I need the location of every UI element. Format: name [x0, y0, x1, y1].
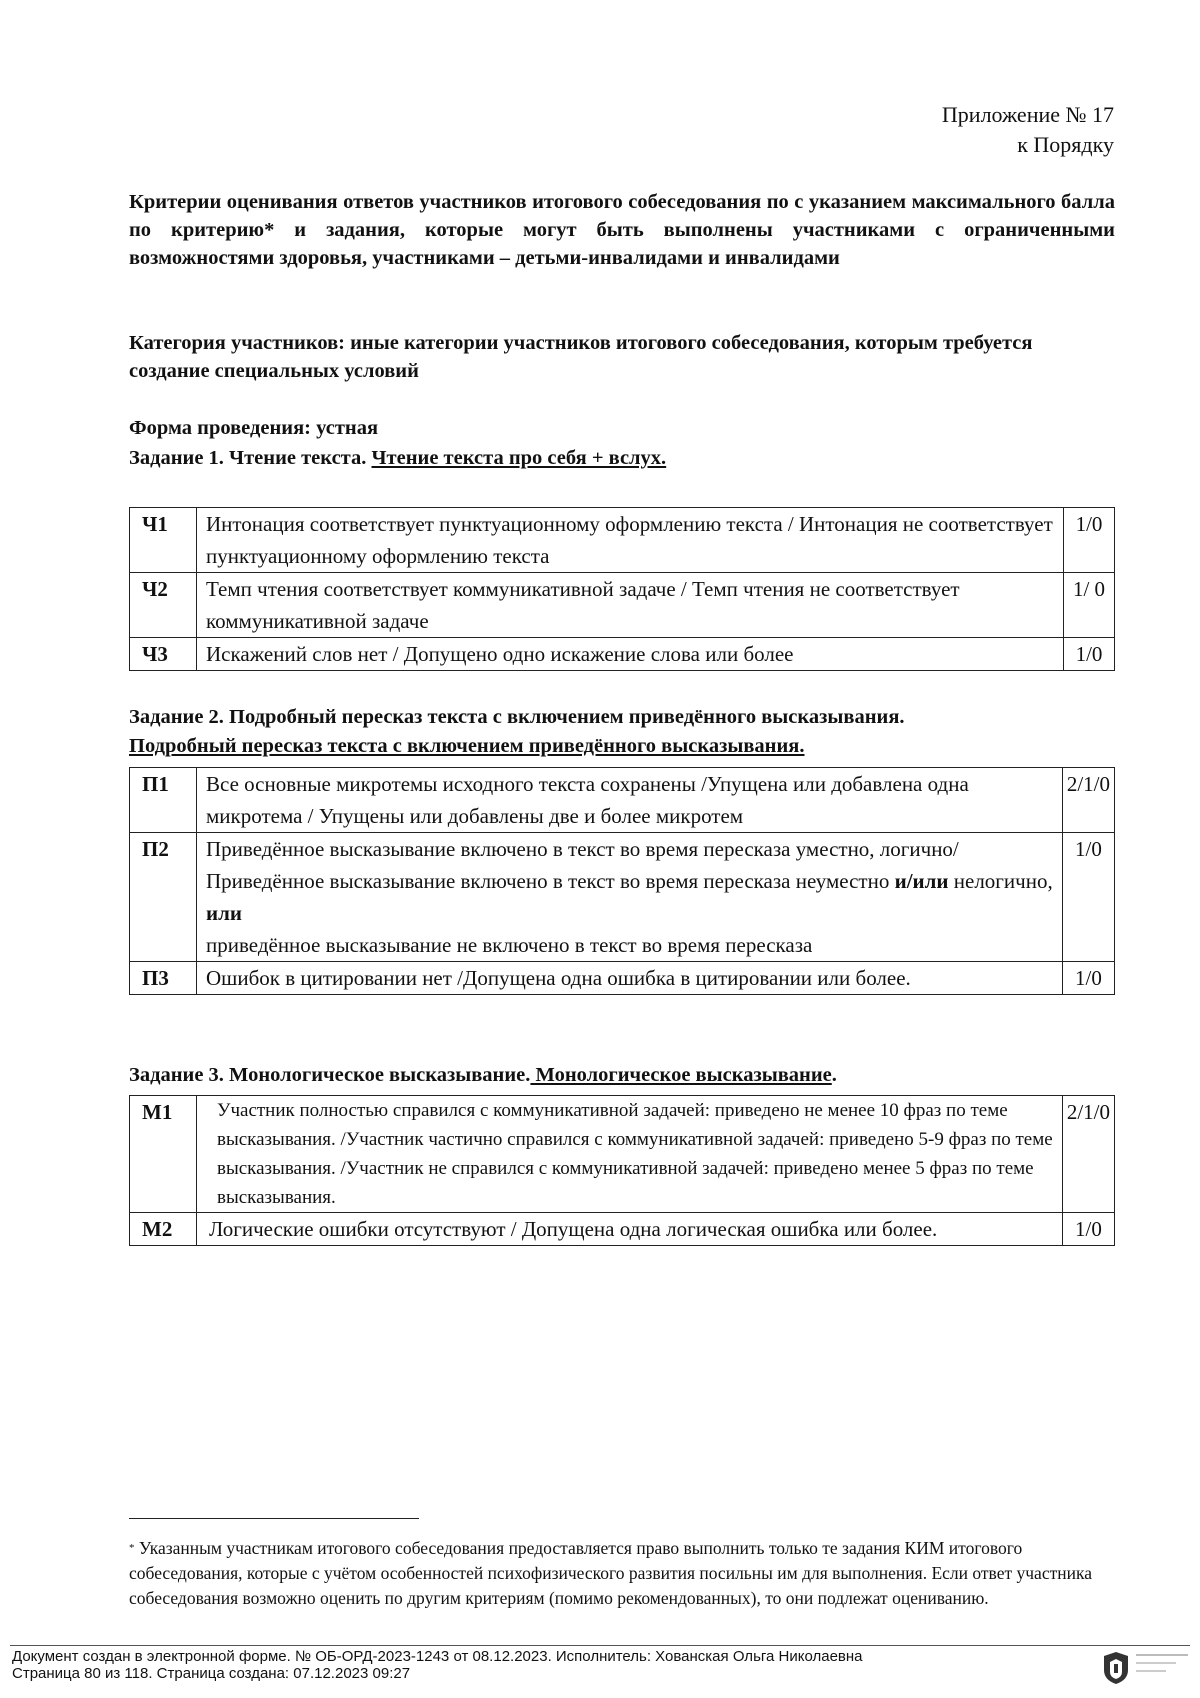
document-title: Критерии оценивания ответов участников итогового собеседования по с указанием максимального балла по критерию* и задания, которые могут быть выполнены участниками с ограниченными возможностями здоровья, участниками – детьми-инвалидами и инвалидами [129, 191, 1115, 269]
task1-heading [129, 444, 1119, 473]
task3-subtitle-end: . [831, 1064, 837, 1086]
criterion-description-or: или [206, 901, 242, 925]
footer-separator [10, 1645, 1190, 1646]
criterion-description-part: приведённое высказывание не включено в текст во время пересказа [206, 933, 813, 957]
criterion-code: М2 [130, 1213, 197, 1246]
footnote-text: Указанным участникам итогового собеседования предоставляется право выполнить только те задания КИМ итогового собеседования, которые с учётом особенностей психофизического развития посильны им для выполнения. Если ответ участника собеседования возможно оценить по другим критериям (помимо рекомендованных), то они подлежат оцениванию. [129, 1538, 1092, 1608]
table-row [130, 1096, 1115, 1213]
criterion-description: Логические ошибки отсутствуют / Допущена одна логическая ошибка или более. [197, 1213, 1063, 1246]
table-row [130, 768, 1115, 833]
task3-criteria-table [129, 1095, 1115, 1246]
criterion-score: 2/1/0 [1062, 1096, 1114, 1213]
footer-page-info: Страница 80 из 118. Страница создана: 07.12.2023 09:27 [12, 1665, 411, 1682]
criterion-score: 1/0 [1062, 962, 1114, 995]
task1-subtitle: Чтение текста про себя + вслух. [371, 447, 667, 469]
footnote-separator [129, 1518, 419, 1519]
appendix-number: Приложение № 17 [941, 102, 1114, 127]
government-seal-icon [1134, 1650, 1192, 1680]
criterion-code: Ч2 [130, 573, 197, 638]
task3-subtitle: Монологическое высказывание [530, 1064, 832, 1086]
conduct-form: Форма проведения: устная [129, 417, 379, 439]
criterion-description-part: нелогично, [948, 869, 1053, 893]
task2-criteria-table [129, 767, 1115, 995]
criterion-description: Участник полностью справился с коммуникативной задачей: приведено не менее 10 фраз по теме высказывания. /Участник частично справился с коммуникативной задачей: приведено 5-9 фраз по теме высказывания. /Участник не справился с коммуникативной задачей: приведено менее 5 фраз по теме высказывания. [197, 1096, 1063, 1213]
table-row [130, 833, 1115, 962]
criterion-score: 1/ 0 [1064, 573, 1115, 638]
table-row [130, 638, 1115, 671]
criterion-code: Ч3 [130, 638, 197, 671]
criterion-score: 1/0 [1064, 638, 1115, 671]
criterion-code: П3 [130, 962, 197, 995]
task1-criteria-table [129, 507, 1115, 671]
criterion-description-emphasis: и/или [894, 869, 949, 893]
criterion-description: Темп чтения соответствует коммуникативной задаче / Темп чтения не соответствует коммуникативной задаче [197, 573, 1064, 638]
criterion-score: 2/1/0 [1062, 768, 1114, 833]
task3-title: Задание 3. Монологическое высказывание. [129, 1064, 531, 1086]
table-row [130, 508, 1115, 573]
footnote [129, 1536, 1119, 1611]
criterion-score: 1/0 [1064, 508, 1115, 573]
criterion-description: Искажений слов нет / Допущено одно искажение слова или более [197, 638, 1064, 671]
table-row [130, 573, 1115, 638]
task2-subtitle: Подробный пересказ текста с включением приведённого высказывания. [129, 735, 805, 757]
criterion-description-part: Приведённое высказывание включено в текст во время пересказа уместно, логично/ Приведённое высказывание включено в текст во время пересказа неуместно [206, 837, 959, 893]
criterion-score: 1/0 [1062, 1213, 1114, 1246]
criterion-code: М1 [130, 1096, 197, 1213]
task3-heading [129, 1061, 1119, 1090]
criterion-score: 1/0 [1062, 833, 1114, 962]
criterion-code: П1 [130, 768, 197, 833]
criterion-description [197, 833, 1063, 962]
document-footer [12, 1648, 863, 1682]
appendix-label [942, 100, 1114, 160]
table-row [130, 962, 1115, 995]
table-row [130, 1213, 1115, 1246]
task2-heading [129, 703, 1119, 761]
task1-title: Задание 1. Чтение текста. [129, 447, 367, 469]
coat-of-arms-icon [1100, 1650, 1132, 1686]
criterion-description: Интонация соответствует пунктуационному оформлению текста / Интонация не соответствует пунктуационному оформлению текста [197, 508, 1064, 573]
criterion-code: П2 [130, 833, 197, 962]
footnote-mark: * [129, 1542, 135, 1554]
task2-title: Задание 2. Подробный пересказ текста с включением приведённого высказывания. [129, 706, 905, 728]
criterion-description: Ошибок в цитировании нет /Допущена одна ошибка в цитировании или более. [197, 962, 1063, 995]
footer-document-info: Документ создан в электронной форме. № ОБ-ОРД-2023-1243 от 08.12.2023. Исполнитель: Хованская Ольга Николаевна [12, 1648, 863, 1665]
participant-category: Категория участников: иные категории участников итогового собеседования, которым требуется создание специальных условий [129, 332, 1033, 382]
criterion-code: Ч1 [130, 508, 197, 573]
criterion-description: Все основные микротемы исходного текста сохранены /Упущена или добавлена одна микротема / Упущены или добавлены две и более микротем [197, 768, 1063, 833]
appendix-reference: к Порядку [1017, 132, 1114, 157]
